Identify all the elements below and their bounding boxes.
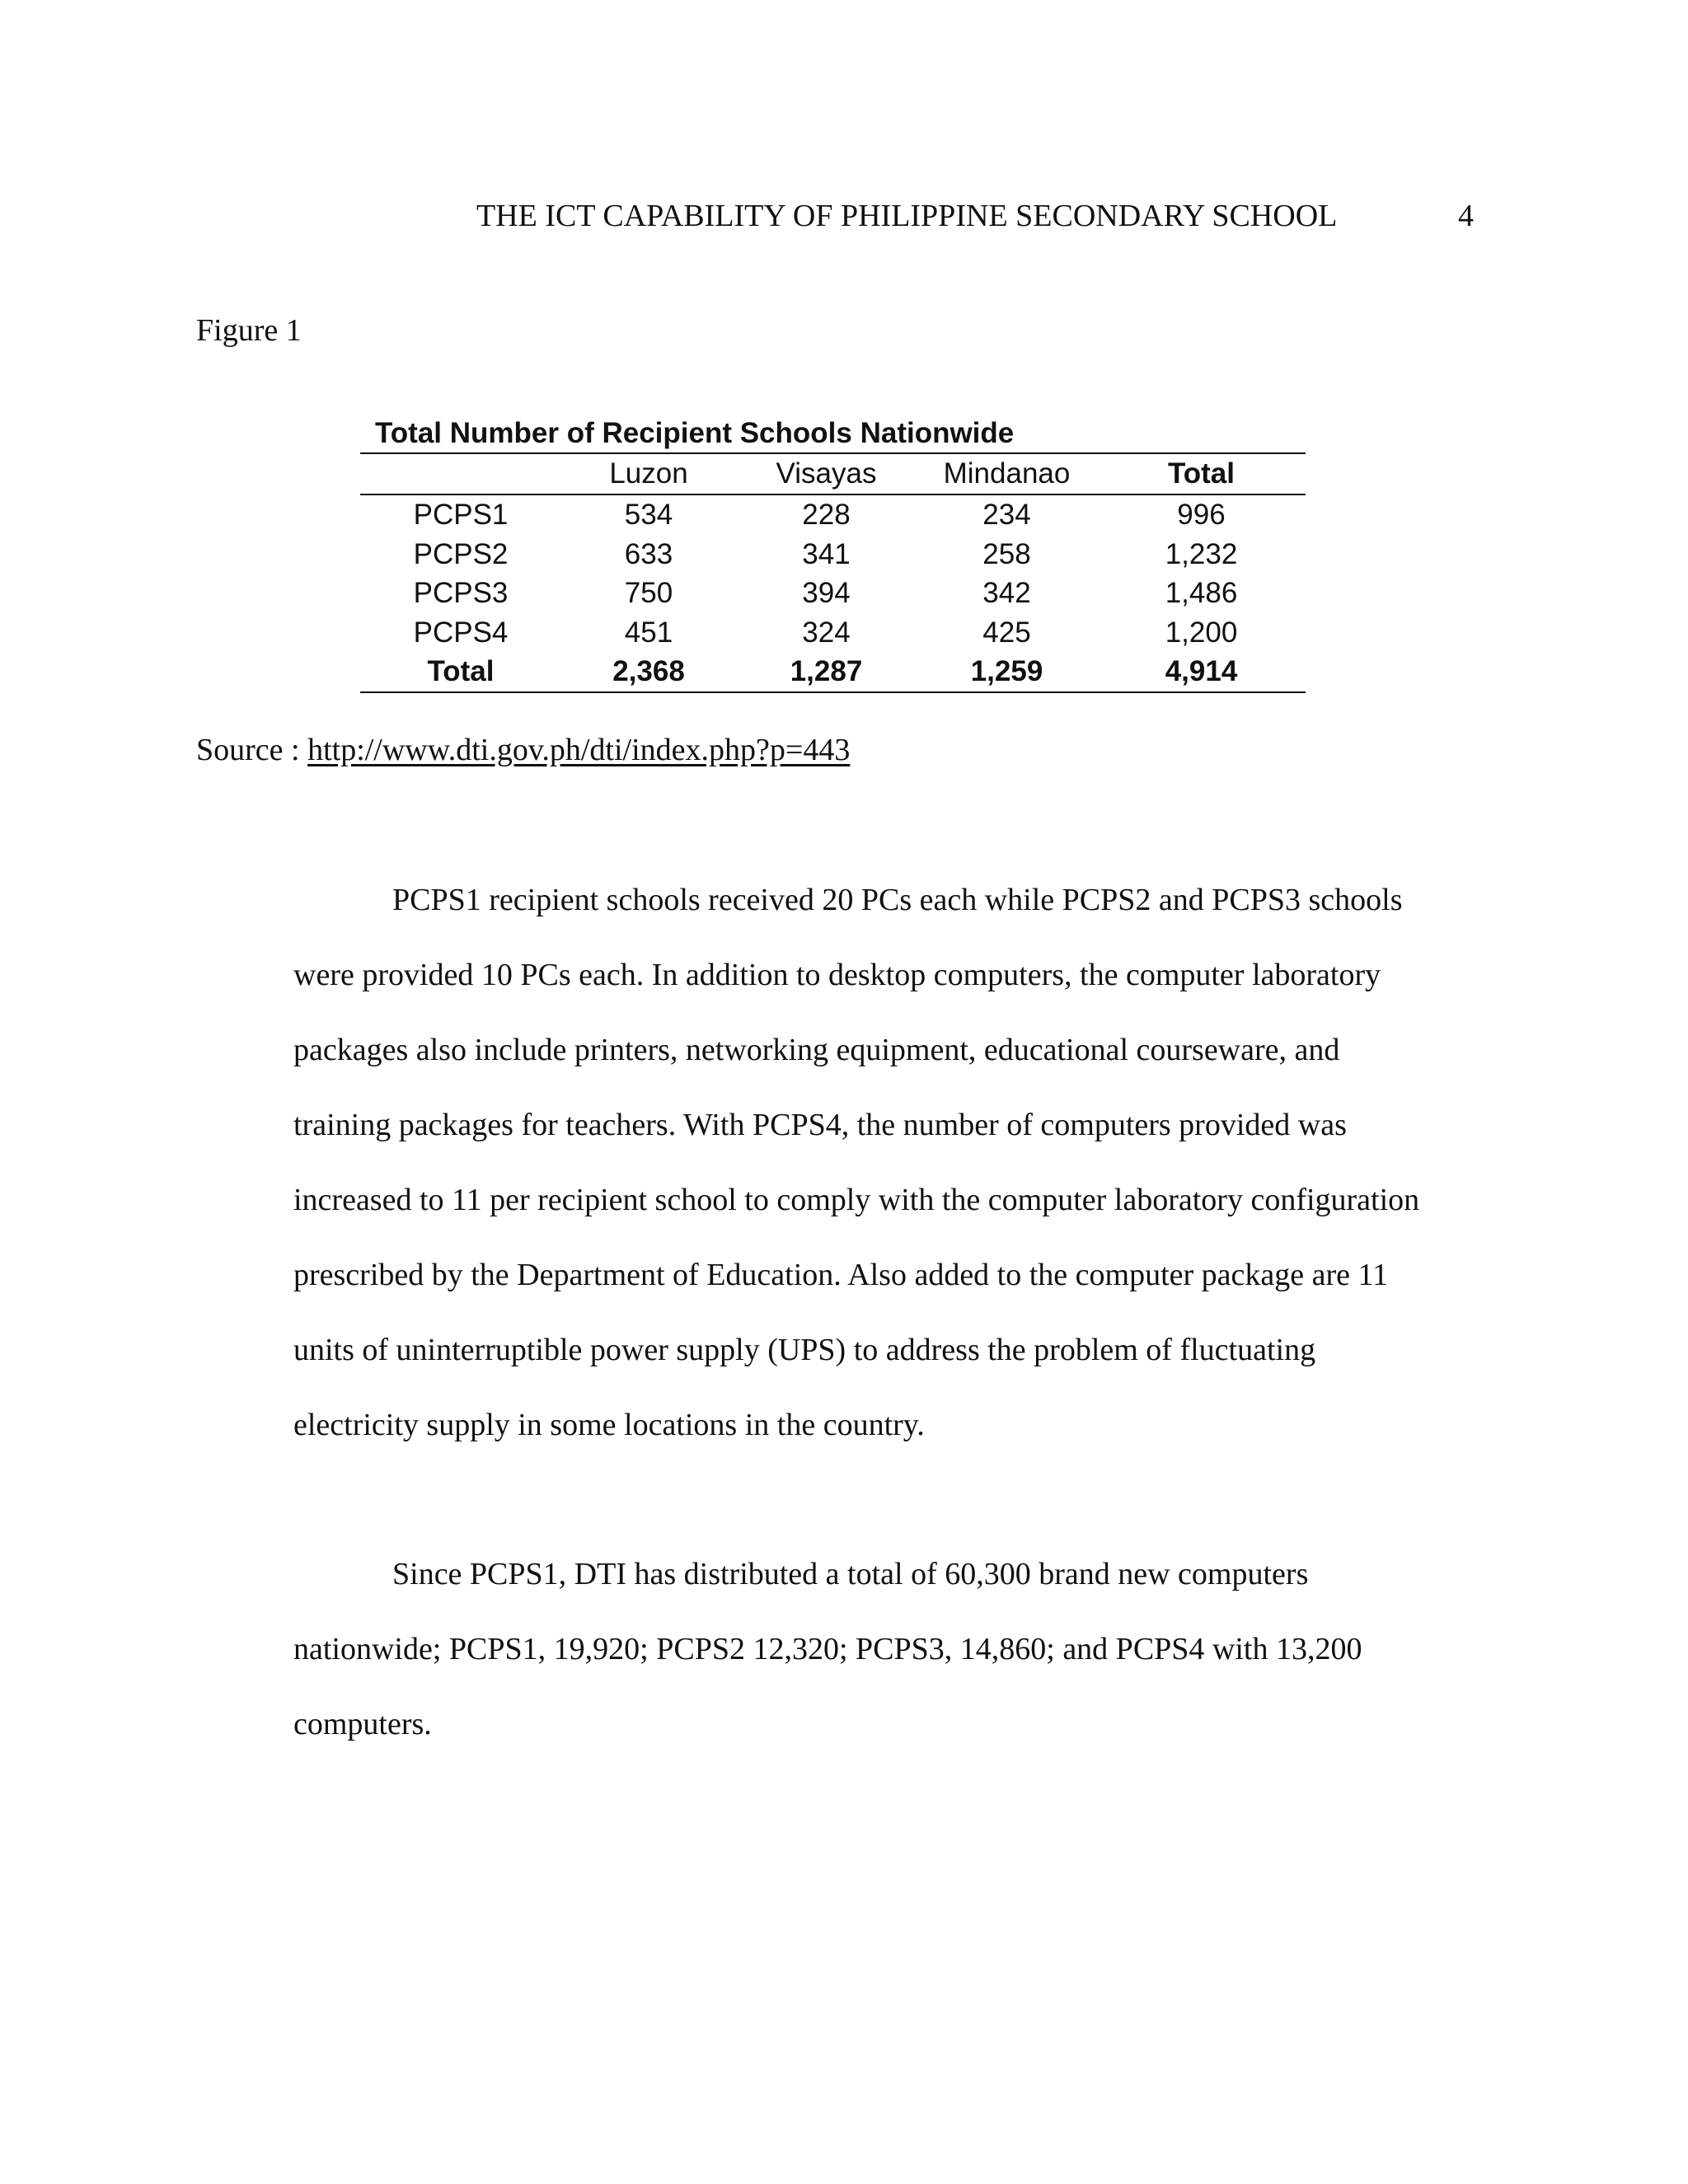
cell-visayas: 324 — [802, 616, 851, 649]
table-row — [360, 613, 1306, 653]
total-row-label: Total — [427, 655, 495, 687]
row-label: PCPS2 — [413, 537, 509, 570]
data-table — [360, 454, 1306, 693]
paragraph-line: units of uninterruptible power supply (UPS) to address the problem of fluctuating — [293, 1333, 1316, 1367]
column-header-visayas: Visayas — [776, 457, 877, 490]
cell-total: 1,486 — [1165, 577, 1238, 609]
table-total-row — [360, 652, 1306, 692]
page-header — [476, 195, 1474, 237]
cell-visayas: 394 — [802, 577, 851, 609]
cell-luzon: 633 — [624, 537, 673, 570]
cell-luzon: 750 — [624, 577, 673, 609]
paragraph-line: electricity supply in some locations in the country. — [293, 1408, 925, 1442]
table-row — [360, 574, 1306, 613]
paragraph-line: increased to 11 per recipient school to comply with the computer laboratory configuration — [293, 1183, 1420, 1217]
paragraph-line: packages also include printers, networking equipment, educational courseware, and — [293, 1033, 1340, 1067]
cell-luzon: 451 — [624, 616, 673, 649]
row-label: PCPS3 — [413, 577, 509, 609]
paragraph-line: Since PCPS1, DTI has distributed a total of 60,300 brand new computers — [392, 1557, 1309, 1591]
total-visayas: 1,287 — [790, 655, 863, 687]
cell-mindanao: 234 — [982, 499, 1031, 531]
grand-total: 4,914 — [1165, 655, 1238, 687]
row-label: PCPS4 — [413, 616, 509, 649]
recipient-schools-table — [360, 414, 1306, 693]
body-paragraph — [293, 863, 1480, 1463]
cell-mindanao: 258 — [982, 537, 1031, 570]
source-link[interactable]: http://www.dti.gov.ph/dti/index.php?p=443 — [307, 733, 851, 767]
page-number: 4 — [1458, 199, 1474, 233]
paragraph-line: prescribed by the Department of Education. Also added to the computer package are 11 — [293, 1258, 1389, 1292]
paragraph-line: were provided 10 PCs each. In addition to desktop computers, the computer laboratory — [293, 958, 1381, 992]
cell-total: 1,232 — [1165, 537, 1238, 570]
cell-visayas: 228 — [802, 499, 851, 531]
body-paragraph — [293, 1537, 1480, 1762]
paragraph-line: training packages for teachers. With PCPS4, the number of computers provided was — [293, 1108, 1347, 1142]
table-header-row — [360, 454, 1306, 494]
column-header-luzon: Luzon — [609, 457, 688, 490]
row-label: PCPS1 — [413, 499, 509, 531]
column-header-mindanao: Mindanao — [943, 457, 1071, 490]
running-head: THE ICT CAPABILITY OF PHILIPPINE SECONDARY SCHOOL — [476, 199, 1338, 233]
cell-mindanao: 342 — [982, 577, 1031, 609]
source-prefix: Source : — [196, 733, 308, 767]
cell-luzon: 534 — [624, 499, 673, 531]
table-row — [360, 494, 1306, 535]
table-title: Total Number of Recipient Schools Nationwide — [360, 414, 1306, 454]
cell-total: 996 — [1177, 499, 1226, 531]
cell-total: 1,200 — [1165, 616, 1238, 649]
cell-visayas: 341 — [802, 537, 851, 570]
table-row — [360, 535, 1306, 574]
column-header-label — [360, 454, 561, 494]
paragraph-line: PCPS1 recipient schools received 20 PCs each while PCPS2 and PCPS3 schools — [392, 883, 1403, 917]
paragraph-line: nationwide; PCPS1, 19,920; PCPS2 12,320; PCPS3, 14,860; and PCPS4 with 13,200 — [293, 1632, 1362, 1666]
paragraph-line: computers. — [293, 1707, 432, 1741]
source-line — [196, 729, 850, 771]
figure-label: Figure 1 — [196, 313, 302, 348]
total-mindanao: 1,259 — [970, 655, 1043, 687]
cell-mindanao: 425 — [982, 616, 1031, 649]
total-luzon: 2,368 — [612, 655, 685, 687]
column-header-total: Total — [1167, 457, 1235, 490]
